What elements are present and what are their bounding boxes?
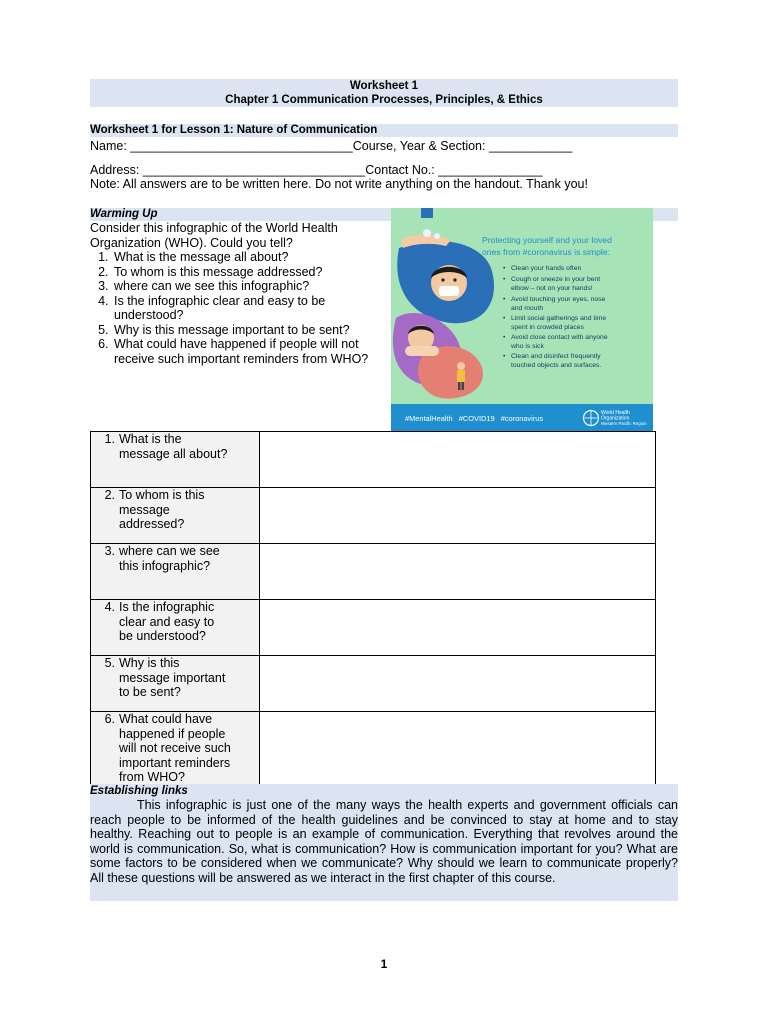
worksheet-title: Worksheet 1 [349, 80, 419, 92]
question-cell: 2. To whom is this message addressed? [91, 488, 260, 544]
infographic-bullets [503, 265, 608, 369]
question-item: 5. Why is this message important to be sent? [112, 323, 386, 338]
svg-text:and mouth: and mouth [511, 305, 544, 312]
answer-table [90, 431, 656, 786]
name-course-line: Name: ________________________________Course, Year & Section: ____________ [90, 139, 573, 153]
lesson-heading: Worksheet 1 for Lesson 1: Nature of Communication [90, 124, 678, 137]
answer-cell[interactable] [260, 544, 656, 600]
svg-text:Western Pacific Region: Western Pacific Region [601, 421, 647, 426]
faucet-icon [421, 208, 433, 218]
masked-person-icon [431, 265, 467, 301]
answer-cell[interactable] [260, 488, 656, 544]
answer-cell[interactable] [260, 656, 656, 712]
question-cell: 1. What is the message all about? [91, 432, 260, 488]
svg-text:•: • [503, 315, 506, 322]
svg-text:Avoid touching your eyes, nose: Avoid touching your eyes, nose [511, 296, 606, 303]
question-item: 3. where can we see this infographic? [112, 279, 386, 294]
table-row [91, 656, 656, 712]
worksheet-title-box [90, 79, 678, 107]
svg-text:Organization: Organization [601, 415, 630, 422]
table-row [91, 432, 656, 488]
svg-text:Cough or sneeze in your bent: Cough or sneeze in your bent [511, 276, 601, 283]
table-row [91, 712, 656, 786]
answer-cell[interactable] [260, 712, 656, 786]
svg-text:•: • [503, 296, 506, 303]
svg-text:who is sick: who is sick [511, 343, 544, 350]
question-cell: 6. What could have happened if people will not receive such important reminders from WHO? [91, 712, 260, 786]
answer-cell[interactable] [260, 432, 656, 488]
warming-up-text [90, 221, 386, 366]
svg-text:elbow – not on your hands!: elbow – not on your hands! [511, 285, 593, 292]
svg-text:Avoid close contact with anyon: Avoid close contact with anyone [511, 334, 608, 341]
svg-text:Clean your hands often: Clean your hands often [511, 265, 582, 272]
svg-text:touched objects and surfaces.: touched objects and surfaces. [511, 362, 602, 369]
page-number: 1 [380, 957, 388, 971]
svg-text:•: • [503, 265, 506, 272]
establishing-links-paragraph: This infographic is just one of the many ways the health experts and government officials can reach people to be informed of the health guidelines and be convinced to stay at home and to stay healthy. Reaching out to people is an example of communication. Everything that revolves around the world is communication. So, what is communication? How is communication important for you? What are some factors to be considered when we communicate? Why should we learn to communicate properly? All these questions will be answered as we interact in the first chapter of this course. [90, 798, 678, 885]
chapter-title: Chapter 1 Communication Processes, Principles, & Ethics [225, 94, 543, 106]
svg-text:Clean and disinfect frequently: Clean and disinfect frequently [511, 353, 601, 360]
answer-cell[interactable] [260, 600, 656, 656]
who-infographic [391, 208, 653, 431]
infographic-image [391, 208, 653, 431]
table-row [91, 600, 656, 656]
question-item: 1. What is the message all about? [112, 250, 386, 265]
svg-text:spent in crowded places: spent in crowded places [511, 324, 584, 331]
question-cell: 3. where can we see this infographic? [91, 544, 260, 600]
establishing-links-heading: Establishing links [90, 785, 188, 797]
svg-text:World Health: World Health [601, 410, 630, 416]
question-cell: 5. Why is this message important to be sent? [91, 656, 260, 712]
infographic-heading-2: ones from #coronavirus is simple: [482, 247, 610, 257]
infographic-hashtags: #MentalHealth #COVID19 #coronavirus [405, 414, 544, 423]
infographic-heading-1: Protecting yourself and your loved [482, 235, 612, 245]
svg-text:Limit social gatherings and ti: Limit social gatherings and time [511, 315, 607, 322]
question-item: 6. What could have happened if people will not receive such important reminders from WHO? [112, 337, 386, 366]
svg-text:•: • [503, 334, 506, 341]
question-cell: 4. Is the infographic clear and easy to be understood? [91, 600, 260, 656]
question-item: 2. To whom is this message addressed? [112, 265, 386, 280]
table-row [91, 544, 656, 600]
warming-up-heading: Warming Up [90, 208, 678, 221]
warming-up-intro: Consider this infographic of the World Health Organization (WHO). Could you tell? [90, 221, 338, 250]
table-row [91, 488, 656, 544]
svg-text:•: • [503, 276, 506, 283]
question-item: 4. Is the infographic clear and easy to be understood? [112, 294, 386, 323]
address-contact-line: Address: ________________________________Contact No.: _______________ [90, 163, 543, 177]
instructions-note: Note: All answers are to be written here. Do not write anything on the handout. Thank you! [90, 177, 588, 191]
svg-text:•: • [503, 353, 506, 360]
warming-up-questions [90, 250, 386, 366]
